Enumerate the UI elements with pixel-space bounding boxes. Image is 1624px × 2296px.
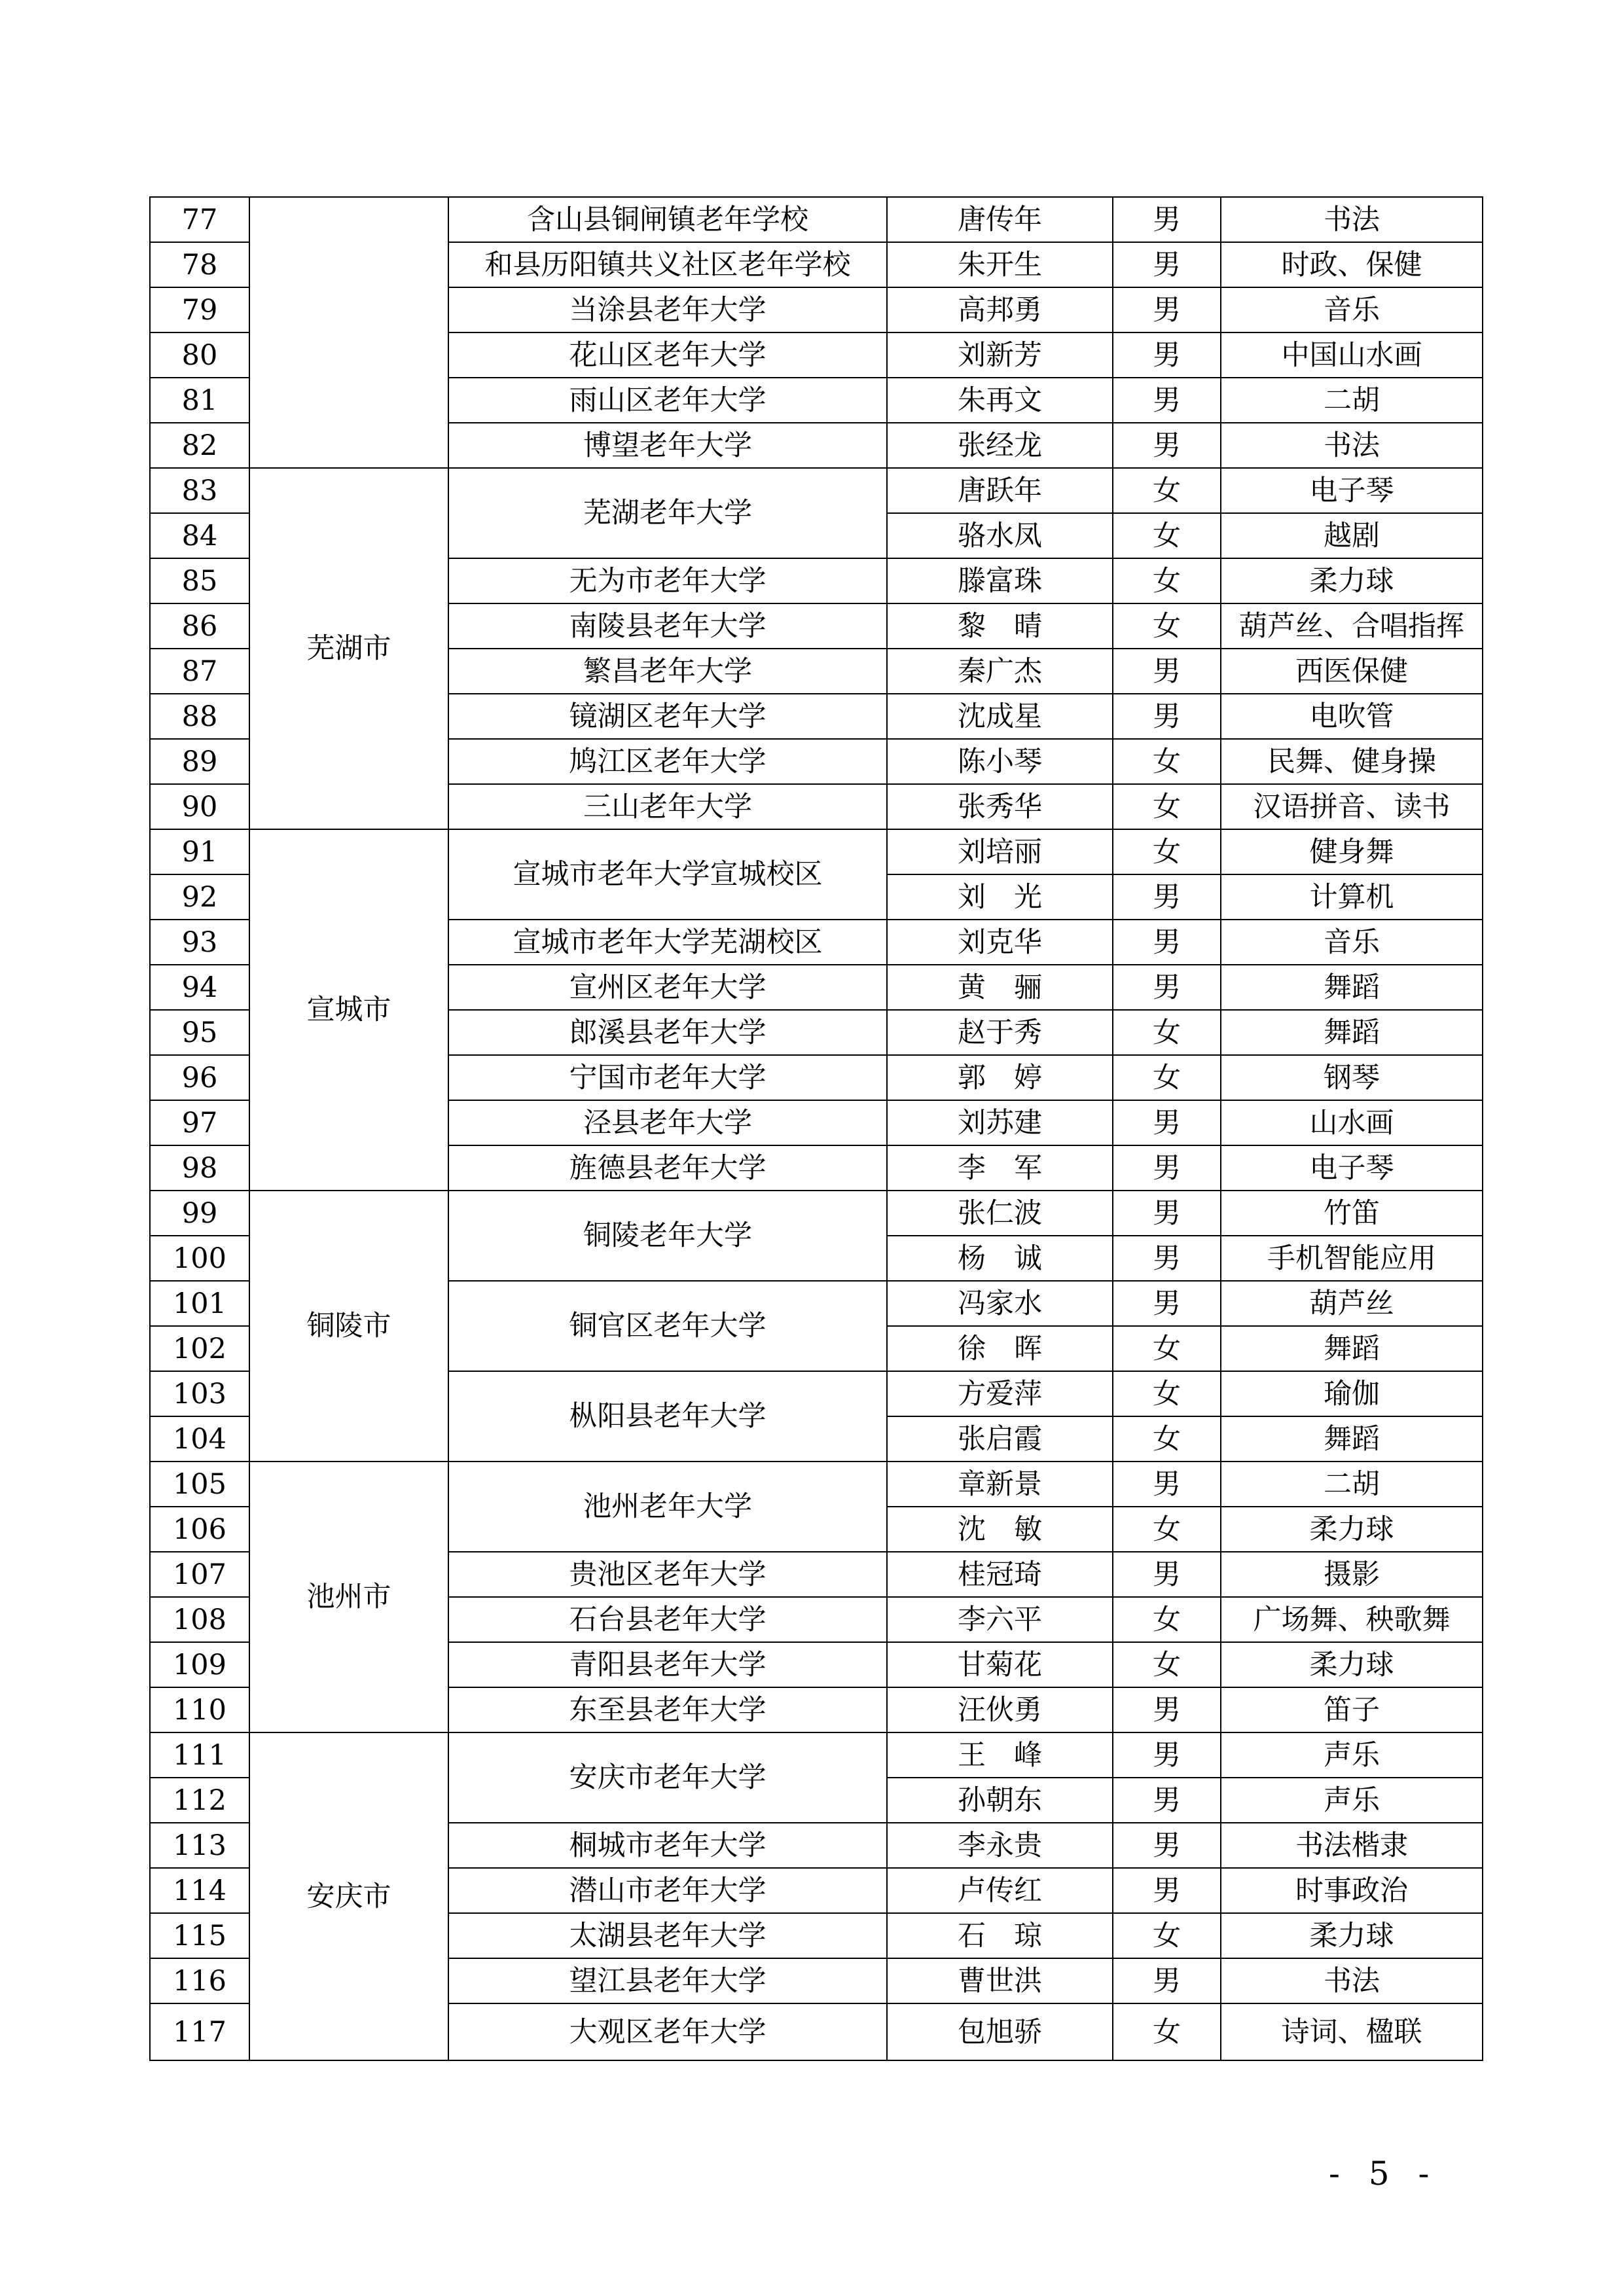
table-row [150, 468, 1483, 513]
row-number-cell: 100 [150, 1236, 249, 1281]
gender-cell: 男 [1113, 874, 1221, 920]
gender-cell: 男 [1113, 197, 1221, 242]
gender-cell: 女 [1113, 1416, 1221, 1462]
name-cell: 孙朝东 [887, 1778, 1113, 1823]
school-cell: 含山县铜闸镇老年学校 [448, 197, 887, 242]
city-cell: 芜湖市 [249, 468, 448, 829]
name-cell: 卢传红 [887, 1868, 1113, 1913]
course-cell: 竹笛 [1221, 1191, 1483, 1236]
gender-cell: 女 [1113, 784, 1221, 829]
row-number-cell: 117 [150, 2003, 249, 2060]
course-cell: 摄影 [1221, 1552, 1483, 1597]
gender-cell: 男 [1113, 378, 1221, 423]
gender-cell: 男 [1113, 423, 1221, 468]
row-number-cell: 88 [150, 694, 249, 739]
gender-cell: 女 [1113, 1055, 1221, 1100]
name-cell: 唐传年 [887, 197, 1113, 242]
school-cell: 繁昌老年大学 [448, 649, 887, 694]
gender-cell: 男 [1113, 287, 1221, 332]
course-cell: 电子琴 [1221, 468, 1483, 513]
gender-cell: 男 [1113, 1145, 1221, 1191]
course-cell: 柔力球 [1221, 1507, 1483, 1552]
course-cell: 手机智能应用 [1221, 1236, 1483, 1281]
table-row [150, 829, 1483, 874]
course-cell: 声乐 [1221, 1778, 1483, 1823]
course-cell: 二胡 [1221, 1462, 1483, 1507]
name-cell: 章新景 [887, 1462, 1113, 1507]
name-cell: 王 峰 [887, 1732, 1113, 1778]
course-cell: 西医保健 [1221, 649, 1483, 694]
name-cell: 刘新芳 [887, 332, 1113, 378]
name-cell: 朱开生 [887, 242, 1113, 287]
row-number-cell: 98 [150, 1145, 249, 1191]
gender-cell: 男 [1113, 242, 1221, 287]
course-cell: 音乐 [1221, 920, 1483, 965]
name-cell: 刘克华 [887, 920, 1113, 965]
page-number: - 5 - [1329, 2155, 1439, 2193]
row-number-cell: 101 [150, 1281, 249, 1326]
gender-cell: 女 [1113, 829, 1221, 874]
gender-cell: 男 [1113, 694, 1221, 739]
school-cell: 铜官区老年大学 [448, 1281, 887, 1371]
roster-table [149, 196, 1483, 2061]
gender-cell: 女 [1113, 468, 1221, 513]
row-number-cell: 85 [150, 558, 249, 603]
row-number-cell: 113 [150, 1823, 249, 1868]
course-cell: 瑜伽 [1221, 1371, 1483, 1416]
course-cell: 电子琴 [1221, 1145, 1483, 1191]
row-number-cell: 111 [150, 1732, 249, 1778]
course-cell: 电吹管 [1221, 694, 1483, 739]
name-cell: 徐 晖 [887, 1326, 1113, 1371]
name-cell: 唐跃年 [887, 468, 1113, 513]
row-number-cell: 103 [150, 1371, 249, 1416]
city-cell: 池州市 [249, 1462, 448, 1732]
gender-cell: 女 [1113, 1010, 1221, 1055]
course-cell: 书法 [1221, 1958, 1483, 2003]
school-cell: 雨山区老年大学 [448, 378, 887, 423]
row-number-cell: 82 [150, 423, 249, 468]
course-cell: 健身舞 [1221, 829, 1483, 874]
row-number-cell: 104 [150, 1416, 249, 1462]
course-cell: 舞蹈 [1221, 1010, 1483, 1055]
school-cell: 镜湖区老年大学 [448, 694, 887, 739]
name-cell: 李 军 [887, 1145, 1113, 1191]
course-cell: 中国山水画 [1221, 332, 1483, 378]
course-cell: 书法 [1221, 197, 1483, 242]
school-cell: 青阳县老年大学 [448, 1642, 887, 1687]
name-cell: 甘菊花 [887, 1642, 1113, 1687]
name-cell: 刘苏建 [887, 1100, 1113, 1145]
gender-cell: 女 [1113, 1507, 1221, 1552]
school-cell: 和县历阳镇共义社区老年学校 [448, 242, 887, 287]
row-number-cell: 95 [150, 1010, 249, 1055]
course-cell: 柔力球 [1221, 1913, 1483, 1958]
course-cell: 书法楷隶 [1221, 1823, 1483, 1868]
course-cell: 葫芦丝、合唱指挥 [1221, 603, 1483, 649]
name-cell: 高邦勇 [887, 287, 1113, 332]
course-cell: 舞蹈 [1221, 1416, 1483, 1462]
course-cell: 诗词、楹联 [1221, 2003, 1483, 2060]
city-cell: 铜陵市 [249, 1191, 448, 1462]
row-number-cell: 99 [150, 1191, 249, 1236]
gender-cell: 女 [1113, 558, 1221, 603]
course-cell: 笛子 [1221, 1687, 1483, 1732]
row-number-cell: 116 [150, 1958, 249, 2003]
gender-cell: 女 [1113, 603, 1221, 649]
course-cell: 舞蹈 [1221, 1326, 1483, 1371]
course-cell: 汉语拼音、读书 [1221, 784, 1483, 829]
row-number-cell: 90 [150, 784, 249, 829]
row-number-cell: 78 [150, 242, 249, 287]
row-number-cell: 91 [150, 829, 249, 874]
name-cell: 刘 光 [887, 874, 1113, 920]
name-cell: 沈成星 [887, 694, 1113, 739]
course-cell: 山水画 [1221, 1100, 1483, 1145]
school-cell: 泾县老年大学 [448, 1100, 887, 1145]
gender-cell: 女 [1113, 1913, 1221, 1958]
gender-cell: 女 [1113, 513, 1221, 558]
row-number-cell: 108 [150, 1597, 249, 1642]
city-cell: 安庆市 [249, 1732, 448, 2060]
gender-cell: 女 [1113, 2003, 1221, 2060]
school-cell: 东至县老年大学 [448, 1687, 887, 1732]
name-cell: 李永贵 [887, 1823, 1113, 1868]
gender-cell: 女 [1113, 1597, 1221, 1642]
school-cell: 安庆市老年大学 [448, 1732, 887, 1823]
course-cell: 柔力球 [1221, 558, 1483, 603]
name-cell: 曹世洪 [887, 1958, 1113, 2003]
school-cell: 大观区老年大学 [448, 2003, 887, 2060]
name-cell: 朱再文 [887, 378, 1113, 423]
name-cell: 沈 敏 [887, 1507, 1113, 1552]
gender-cell: 男 [1113, 1100, 1221, 1145]
table-row [150, 1462, 1483, 1507]
gender-cell: 男 [1113, 1236, 1221, 1281]
name-cell: 张仁波 [887, 1191, 1113, 1236]
school-cell: 枞阳县老年大学 [448, 1371, 887, 1462]
name-cell: 张秀华 [887, 784, 1113, 829]
name-cell: 李六平 [887, 1597, 1113, 1642]
course-cell: 广场舞、秧歌舞 [1221, 1597, 1483, 1642]
name-cell: 刘培丽 [887, 829, 1113, 874]
name-cell: 张启霞 [887, 1416, 1113, 1462]
row-number-cell: 79 [150, 287, 249, 332]
row-number-cell: 87 [150, 649, 249, 694]
name-cell: 包旭骄 [887, 2003, 1113, 2060]
school-cell: 博望老年大学 [448, 423, 887, 468]
school-cell: 贵池区老年大学 [448, 1552, 887, 1597]
table-row [150, 197, 1483, 242]
school-cell: 南陵县老年大学 [448, 603, 887, 649]
city-cell: 宣城市 [249, 829, 448, 1191]
school-cell: 铜陵老年大学 [448, 1191, 887, 1281]
row-number-cell: 89 [150, 739, 249, 784]
course-cell: 书法 [1221, 423, 1483, 468]
school-cell: 宣州区老年大学 [448, 965, 887, 1010]
school-cell: 芜湖老年大学 [448, 468, 887, 558]
gender-cell: 男 [1113, 1778, 1221, 1823]
course-cell: 声乐 [1221, 1732, 1483, 1778]
name-cell: 陈小琴 [887, 739, 1113, 784]
name-cell: 滕富珠 [887, 558, 1113, 603]
row-number-cell: 107 [150, 1552, 249, 1597]
school-cell: 鸠江区老年大学 [448, 739, 887, 784]
gender-cell: 女 [1113, 1371, 1221, 1416]
row-number-cell: 115 [150, 1913, 249, 1958]
name-cell: 石 琼 [887, 1913, 1113, 1958]
gender-cell: 男 [1113, 1687, 1221, 1732]
course-cell: 越剧 [1221, 513, 1483, 558]
row-number-cell: 105 [150, 1462, 249, 1507]
row-number-cell: 110 [150, 1687, 249, 1732]
gender-cell: 男 [1113, 1462, 1221, 1507]
gender-cell: 男 [1113, 1281, 1221, 1326]
course-cell: 音乐 [1221, 287, 1483, 332]
school-cell: 石台县老年大学 [448, 1597, 887, 1642]
roster-body [150, 197, 1483, 2060]
row-number-cell: 114 [150, 1868, 249, 1913]
row-number-cell: 94 [150, 965, 249, 1010]
gender-cell: 男 [1113, 965, 1221, 1010]
gender-cell: 女 [1113, 1642, 1221, 1687]
gender-cell: 男 [1113, 920, 1221, 965]
name-cell: 黎 晴 [887, 603, 1113, 649]
school-cell: 宣城市老年大学芜湖校区 [448, 920, 887, 965]
gender-cell: 男 [1113, 1958, 1221, 2003]
gender-cell: 女 [1113, 1326, 1221, 1371]
row-number-cell: 80 [150, 332, 249, 378]
row-number-cell: 106 [150, 1507, 249, 1552]
name-cell: 骆水凤 [887, 513, 1113, 558]
course-cell: 时事政治 [1221, 1868, 1483, 1913]
row-number-cell: 83 [150, 468, 249, 513]
table-row [150, 1191, 1483, 1236]
gender-cell: 男 [1113, 1732, 1221, 1778]
course-cell: 柔力球 [1221, 1642, 1483, 1687]
school-cell: 池州老年大学 [448, 1462, 887, 1552]
school-cell: 旌德县老年大学 [448, 1145, 887, 1191]
gender-cell: 男 [1113, 1552, 1221, 1597]
gender-cell: 男 [1113, 1191, 1221, 1236]
name-cell: 黄 骊 [887, 965, 1113, 1010]
school-cell: 桐城市老年大学 [448, 1823, 887, 1868]
name-cell: 方爱萍 [887, 1371, 1113, 1416]
course-cell: 时政、保健 [1221, 242, 1483, 287]
row-number-cell: 92 [150, 874, 249, 920]
name-cell: 杨 诚 [887, 1236, 1113, 1281]
row-number-cell: 112 [150, 1778, 249, 1823]
school-cell: 当涂县老年大学 [448, 287, 887, 332]
row-number-cell: 84 [150, 513, 249, 558]
school-cell: 宁国市老年大学 [448, 1055, 887, 1100]
name-cell: 赵于秀 [887, 1010, 1113, 1055]
school-cell: 望江县老年大学 [448, 1958, 887, 2003]
row-number-cell: 77 [150, 197, 249, 242]
gender-cell: 男 [1113, 649, 1221, 694]
gender-cell: 男 [1113, 1868, 1221, 1913]
course-cell: 民舞、健身操 [1221, 739, 1483, 784]
gender-cell: 男 [1113, 1823, 1221, 1868]
gender-cell: 女 [1113, 739, 1221, 784]
school-cell: 太湖县老年大学 [448, 1913, 887, 1958]
course-cell: 计算机 [1221, 874, 1483, 920]
school-cell: 潜山市老年大学 [448, 1868, 887, 1913]
row-number-cell: 81 [150, 378, 249, 423]
name-cell: 秦广杰 [887, 649, 1113, 694]
school-cell: 三山老年大学 [448, 784, 887, 829]
table-row [150, 1732, 1483, 1778]
school-cell: 宣城市老年大学宣城校区 [448, 829, 887, 920]
row-number-cell: 93 [150, 920, 249, 965]
row-number-cell: 102 [150, 1326, 249, 1371]
row-number-cell: 97 [150, 1100, 249, 1145]
course-cell: 钢琴 [1221, 1055, 1483, 1100]
course-cell: 葫芦丝 [1221, 1281, 1483, 1326]
row-number-cell: 109 [150, 1642, 249, 1687]
name-cell: 张经龙 [887, 423, 1113, 468]
city-cell [249, 197, 448, 468]
course-cell: 二胡 [1221, 378, 1483, 423]
school-cell: 无为市老年大学 [448, 558, 887, 603]
school-cell: 花山区老年大学 [448, 332, 887, 378]
gender-cell: 男 [1113, 332, 1221, 378]
name-cell: 桂冠琦 [887, 1552, 1113, 1597]
row-number-cell: 96 [150, 1055, 249, 1100]
name-cell: 冯家水 [887, 1281, 1113, 1326]
name-cell: 郭 婷 [887, 1055, 1113, 1100]
name-cell: 汪伙勇 [887, 1687, 1113, 1732]
school-cell: 郎溪县老年大学 [448, 1010, 887, 1055]
course-cell: 舞蹈 [1221, 965, 1483, 1010]
row-number-cell: 86 [150, 603, 249, 649]
